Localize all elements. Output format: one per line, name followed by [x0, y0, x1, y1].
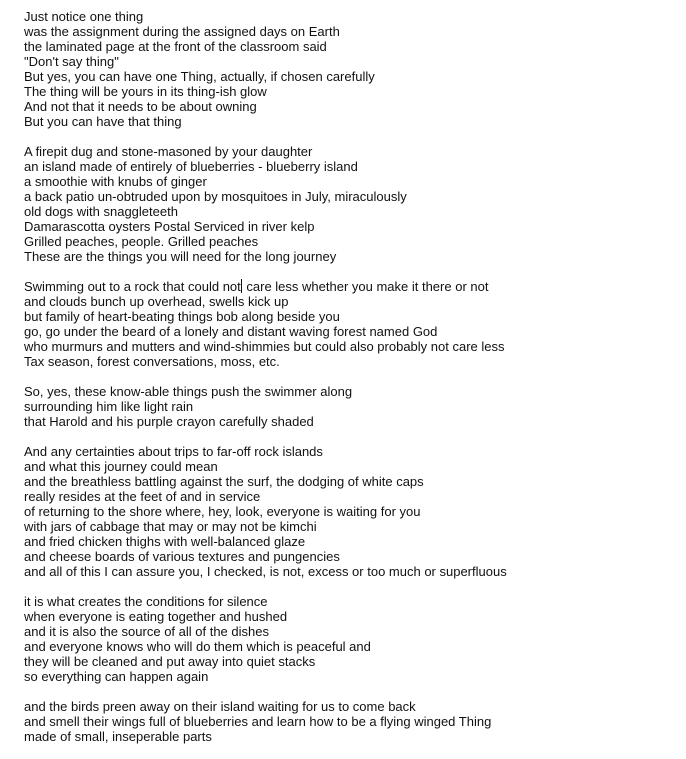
- poem-line: and the birds preen away on their island waiting for us to come back: [24, 699, 416, 714]
- stanza: [24, 594, 674, 684]
- poem-line: And not that it needs to be about owning: [24, 99, 257, 114]
- poem-line: of returning to the shore where, hey, look, everyone is waiting for you: [24, 504, 421, 519]
- poem-line: and fried chicken thighs with well-balanced glaze: [24, 534, 306, 549]
- stanza: [24, 279, 674, 369]
- poem-line: These are the things you will need for the long journey: [24, 249, 337, 264]
- poem-line: an island made of entirely of blueberries - blueberry island: [24, 159, 358, 174]
- poem-line: So, yes, these know-able things push the swimmer along: [24, 384, 353, 399]
- poem-line: and all of this I can assure you, I checked, is not, excess or too much or superfluous: [24, 564, 507, 579]
- poem-line: with jars of cabbage that may or may not be kimchi: [24, 519, 317, 534]
- poem-line: and smell their wings full of blueberries and learn how to be a flying winged Thing: [24, 714, 492, 729]
- poem-line: they will be cleaned and put away into quiet stacks: [24, 654, 316, 669]
- poem-line: Damarascotta oysters Postal Serviced in river kelp: [24, 219, 315, 234]
- poem-line: "Don't say thing": [24, 54, 119, 69]
- poem-line: go, go under the beard of a lonely and distant waving forest named God: [24, 324, 438, 339]
- poem-line: and cheese boards of various textures and pungencies: [24, 549, 340, 564]
- poem-line: Grilled peaches, people. Grilled peaches: [24, 234, 259, 249]
- poem-line: so everything can happen again: [24, 669, 209, 684]
- poem-line: was the assignment during the assigned days on Earth: [24, 24, 340, 39]
- poem-line: old dogs with snaggleteeth: [24, 204, 178, 219]
- poem-line: A firepit dug and stone-masoned by your daughter: [24, 144, 313, 159]
- poem-line: And any certainties about trips to far-off rock islands: [24, 444, 323, 459]
- poem-line: really resides at the feet of and in service: [24, 489, 261, 504]
- poem-line-with-cursor: Swimming out to a rock that could not care less whether you make it there or not: [24, 279, 489, 294]
- poem-line: the laminated page at the front of the classroom said: [24, 39, 327, 54]
- poem-line: a smoothie with knubs of ginger: [24, 174, 207, 189]
- poem-line: but family of heart-beating things bob along beside you: [24, 309, 340, 324]
- poem-line: The thing will be yours in its thing-ish glow: [24, 84, 267, 99]
- poem-line: when everyone is eating together and hushed: [24, 609, 288, 624]
- stanza: [24, 9, 674, 129]
- stanza: [24, 384, 674, 429]
- text-cursor: [241, 279, 242, 293]
- poem-line: Just notice one thing: [24, 9, 144, 24]
- poem-line: who murmurs and mutters and wind-shimmies but could also probably not care less: [24, 339, 505, 354]
- stanza: [24, 444, 674, 579]
- poem-line: made of small, inseperable parts: [24, 729, 212, 744]
- poem-line: it is what creates the conditions for silence: [24, 594, 268, 609]
- poem-line: Tax season, forest conversations, moss, etc.: [24, 354, 280, 369]
- poem-line: that Harold and his purple crayon carefully shaded: [24, 414, 314, 429]
- poem-line: But yes, you can have one Thing, actually, if chosen carefully: [24, 69, 375, 84]
- poem-line: and the breathless battling against the surf, the dodging of white caps: [24, 474, 424, 489]
- poem-line: and clouds bunch up overhead, swells kick up: [24, 294, 289, 309]
- poem-line: and everyone knows who will do them which is peaceful and: [24, 639, 371, 654]
- poem-line: surrounding him like light rain: [24, 399, 194, 414]
- poem-line: a back patio un-obtruded upon by mosquitoes in July, miraculously: [24, 189, 407, 204]
- stanza: [24, 699, 674, 744]
- poem-line: and what this journey could mean: [24, 459, 218, 474]
- poem-document[interactable]: [24, 9, 674, 744]
- poem-line: and it is also the source of all of the dishes: [24, 624, 269, 639]
- stanza: [24, 144, 674, 264]
- poem-line: But you can have that thing: [24, 114, 182, 129]
